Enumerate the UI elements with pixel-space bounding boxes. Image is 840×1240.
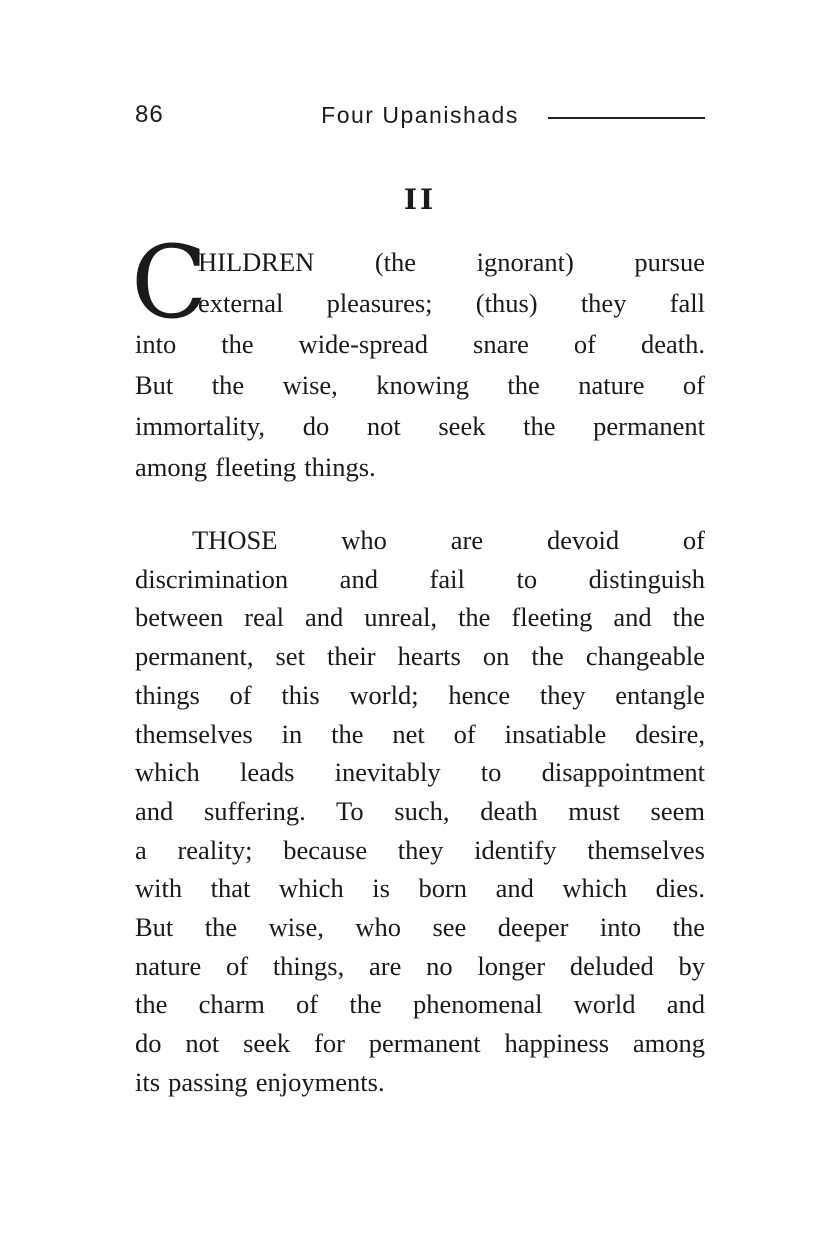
section-heading: II <box>403 183 437 216</box>
verse-line: immortality, do not seek the permanent <box>135 411 705 441</box>
commentary-line: themselves in the net of insatiable desire, <box>135 718 705 749</box>
commentary-line: its passing enjoyments. <box>135 1066 385 1097</box>
commentary-line: But the wise, who see deeper into the <box>135 912 705 943</box>
commentary-line: THOSE who are devoid of <box>192 525 705 555</box>
commentary-line: a reality; because they identify themselves <box>135 834 705 865</box>
commentary-line: and suffering. To such, death must seem <box>135 795 705 826</box>
commentary-line: nature of things, are no longer deluded by <box>135 950 705 981</box>
page-number: 86 <box>135 101 164 128</box>
commentary-line: between real and unreal, the fleeting and the <box>135 602 705 633</box>
commentary-line: with that which is born and which dies. <box>135 873 705 904</box>
verse-line: But the wise, knowing the nature of <box>135 370 705 400</box>
verse-line: among fleeting things. <box>135 452 376 482</box>
commentary-line: permanent, set their hearts on the changeable <box>135 641 705 672</box>
verse-line: external pleasures; (thus) they fall <box>198 288 705 318</box>
verse-line: HILDREN (the ignorant) pursue <box>198 247 705 277</box>
commentary-line: things of this world; hence they entangle <box>135 679 705 710</box>
commentary-paragraph <box>135 521 705 1102</box>
running-title: Four Upanishads <box>321 102 519 128</box>
verse-paragraph <box>131 224 705 488</box>
commentary-line: which leads inevitably to disappointment <box>135 757 705 788</box>
drop-cap: C <box>131 224 208 341</box>
verse-line: into the wide-spread snare of death. <box>135 329 705 359</box>
header-rule <box>548 117 705 119</box>
commentary-line: discrimination and fail to distinguish <box>135 563 705 594</box>
commentary-line: do not seek for permanent happiness among <box>135 1028 705 1059</box>
commentary-line: the charm of the phenomenal world and <box>135 989 705 1020</box>
dropcap-adjacent-lines <box>198 242 705 324</box>
page-header <box>135 101 705 131</box>
